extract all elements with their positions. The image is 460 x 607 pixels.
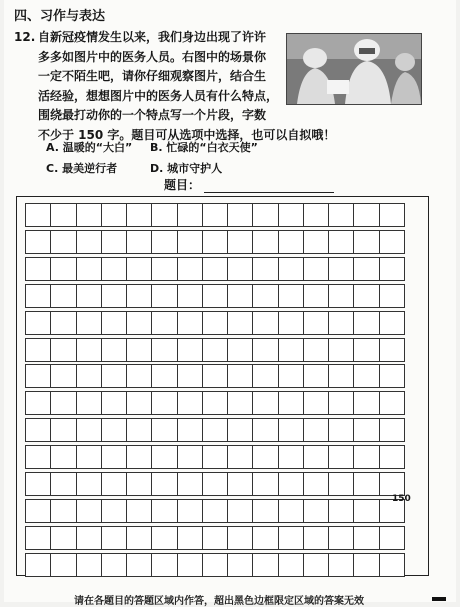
grid-cell[interactable]	[353, 364, 379, 388]
grid-cell[interactable]	[328, 311, 354, 335]
grid-cell[interactable]	[379, 311, 405, 335]
grid-cell[interactable]	[76, 311, 102, 335]
title-options	[46, 136, 258, 178]
grid-cell[interactable]	[151, 418, 177, 442]
grid-cell[interactable]	[101, 391, 127, 415]
grid-cell[interactable]	[126, 526, 152, 550]
grid-cell[interactable]	[379, 472, 405, 496]
prompt-line: 一定不陌生吧，请你仔细观察图片，结合生	[38, 69, 267, 83]
grid-cell[interactable]	[76, 418, 102, 442]
grid-cell[interactable]	[278, 338, 304, 362]
grid-cell[interactable]	[303, 553, 329, 577]
grid-row	[25, 472, 419, 496]
grid-cell[interactable]	[50, 472, 76, 496]
option-d: D. 城市守护人	[150, 161, 223, 175]
grid-row	[25, 203, 419, 227]
prompt-line: 活经验，想想图片中的医务人员有什么特点，	[38, 88, 279, 103]
grid-row	[25, 284, 419, 308]
grid-cell[interactable]	[353, 526, 379, 550]
grid-cell[interactable]	[202, 418, 228, 442]
grid-cell[interactable]	[101, 445, 127, 469]
grid-cell[interactable]	[303, 364, 329, 388]
title-blank[interactable]	[204, 178, 334, 193]
writing-grid	[16, 196, 429, 576]
grid-cell[interactable]	[151, 526, 177, 550]
prompt-line: 自新冠疫情发生以来，我们身边出现了许许	[38, 30, 267, 44]
grid-cell[interactable]	[151, 364, 177, 388]
footer-notice: 请在各题目的答题区域内作答，超出黑色边框限定区域的答案无效	[74, 596, 364, 607]
grid-cell[interactable]	[379, 364, 405, 388]
grid-cell[interactable]	[227, 418, 253, 442]
grid-cell[interactable]	[328, 284, 354, 308]
grid-cell[interactable]	[227, 230, 253, 254]
grid-row	[25, 418, 419, 442]
grid-cell[interactable]	[151, 338, 177, 362]
grid-cell[interactable]	[76, 472, 102, 496]
grid-cell[interactable]	[252, 257, 278, 281]
grid-cell[interactable]	[126, 284, 152, 308]
grid-cell[interactable]	[328, 418, 354, 442]
grid-cell[interactable]	[328, 230, 354, 254]
grid-cell[interactable]	[126, 311, 152, 335]
grid-cell[interactable]	[379, 391, 405, 415]
grid-cell[interactable]	[101, 472, 127, 496]
grid-cell[interactable]	[353, 311, 379, 335]
grid-cell[interactable]	[379, 203, 405, 227]
grid-cell[interactable]	[25, 526, 51, 550]
grid-row	[25, 364, 419, 388]
grid-cell[interactable]	[177, 391, 203, 415]
grid-cell[interactable]	[151, 284, 177, 308]
grid-cell[interactable]	[177, 418, 203, 442]
grid-cell[interactable]	[101, 553, 127, 577]
grid-cell[interactable]	[252, 526, 278, 550]
grid-cell[interactable]	[278, 230, 304, 254]
grid-row	[25, 553, 419, 577]
grid-cell[interactable]	[227, 391, 253, 415]
grid-cell[interactable]	[177, 230, 203, 254]
grid-cell[interactable]	[328, 338, 354, 362]
grid-cell[interactable]	[227, 284, 253, 308]
grid-cell[interactable]	[252, 499, 278, 523]
grid-cell[interactable]	[76, 230, 102, 254]
grid-row	[25, 445, 419, 469]
grid-cell[interactable]	[278, 553, 304, 577]
grid-cell[interactable]	[177, 526, 203, 550]
grid-cell[interactable]	[25, 364, 51, 388]
title-label: 题目：	[164, 178, 201, 192]
grid-cell[interactable]	[303, 203, 329, 227]
worksheet-page	[4, 0, 456, 607]
grid-cell[interactable]	[227, 203, 253, 227]
grid-cell[interactable]	[353, 445, 379, 469]
grid-cell[interactable]	[278, 418, 304, 442]
grid-cell[interactable]	[50, 499, 76, 523]
grid-cell[interactable]	[126, 553, 152, 577]
grid-cell[interactable]	[379, 257, 405, 281]
grid-cell[interactable]	[328, 364, 354, 388]
grid-cell[interactable]	[50, 418, 76, 442]
grid-cell[interactable]	[25, 499, 51, 523]
grid-cell[interactable]	[76, 391, 102, 415]
grid-row	[25, 230, 419, 254]
grid-cell[interactable]	[278, 445, 304, 469]
grid-cell[interactable]	[151, 203, 177, 227]
grid-cell[interactable]	[126, 338, 152, 362]
grid-cell[interactable]	[50, 526, 76, 550]
grid-cell[interactable]	[126, 445, 152, 469]
grid-cell[interactable]	[25, 418, 51, 442]
grid-cell[interactable]	[50, 391, 76, 415]
grid-cell[interactable]	[202, 311, 228, 335]
grid-cell[interactable]	[101, 257, 127, 281]
grid-cell[interactable]	[303, 284, 329, 308]
grid-cell[interactable]	[202, 284, 228, 308]
grid-cell[interactable]	[328, 553, 354, 577]
grid-cell[interactable]	[252, 472, 278, 496]
grid-cell[interactable]	[353, 284, 379, 308]
grid-cell[interactable]	[379, 230, 405, 254]
grid-cell[interactable]	[101, 418, 127, 442]
grid-cell[interactable]	[353, 391, 379, 415]
grid-cell[interactable]	[353, 338, 379, 362]
grid-cell[interactable]	[278, 257, 304, 281]
grid-cell[interactable]	[328, 499, 354, 523]
grid-cell[interactable]	[202, 499, 228, 523]
grid-row	[25, 338, 419, 362]
grid-cell[interactable]	[76, 553, 102, 577]
grid-cell[interactable]	[151, 257, 177, 281]
grid-cell[interactable]	[328, 391, 354, 415]
grid-cell[interactable]	[76, 364, 102, 388]
grid-cell[interactable]	[379, 445, 405, 469]
grid-cell[interactable]	[50, 445, 76, 469]
grid-cell[interactable]	[202, 203, 228, 227]
grid-cell[interactable]	[379, 338, 405, 362]
grid-cell[interactable]	[177, 311, 203, 335]
grid-row	[25, 311, 419, 335]
grid-cell[interactable]	[101, 230, 127, 254]
grid-cell[interactable]	[25, 553, 51, 577]
grid-cell[interactable]	[303, 338, 329, 362]
grid-cell[interactable]	[25, 284, 51, 308]
grid-cell[interactable]	[126, 499, 152, 523]
grid-cell[interactable]	[101, 284, 127, 308]
grid-cell[interactable]	[303, 499, 329, 523]
grid-cell[interactable]	[177, 499, 203, 523]
grid-cell[interactable]	[303, 445, 329, 469]
grid-cell[interactable]	[126, 364, 152, 388]
grid-cell[interactable]	[101, 338, 127, 362]
grid-cell[interactable]	[328, 203, 354, 227]
grid-cell[interactable]	[252, 311, 278, 335]
grid-cell[interactable]	[252, 445, 278, 469]
grid-row	[25, 257, 419, 281]
grid-cell[interactable]	[25, 203, 51, 227]
grid-cell[interactable]	[303, 472, 329, 496]
grid-cell[interactable]	[252, 284, 278, 308]
grid-cell[interactable]	[50, 553, 76, 577]
grid-cell[interactable]	[278, 203, 304, 227]
grid-cell[interactable]	[278, 472, 304, 496]
grid-cell[interactable]	[76, 284, 102, 308]
grid-cell[interactable]	[177, 364, 203, 388]
grid-cell[interactable]	[202, 364, 228, 388]
grid-cell[interactable]	[252, 230, 278, 254]
grid-cell[interactable]	[126, 203, 152, 227]
grid-cell[interactable]	[177, 257, 203, 281]
grid-cell[interactable]	[50, 257, 76, 281]
grid-cell[interactable]	[151, 499, 177, 523]
grid-cell[interactable]	[227, 257, 253, 281]
option-c: C. 最美逆行者	[46, 161, 118, 175]
grid-cell[interactable]	[353, 257, 379, 281]
medical-staff-photo	[286, 33, 422, 105]
grid-cell[interactable]	[303, 257, 329, 281]
grid-cell[interactable]	[126, 472, 152, 496]
grid-cell[interactable]	[177, 203, 203, 227]
option-a: A. 温暖的“大白”	[46, 140, 133, 154]
prompt-line: 围绕最打动你的一个特点写一个片段，字数	[38, 108, 267, 122]
grid-cell[interactable]	[151, 311, 177, 335]
question-number: 12.	[14, 30, 36, 44]
grid-cell[interactable]	[353, 230, 379, 254]
grid-cell[interactable]	[202, 230, 228, 254]
grid-cell[interactable]	[76, 338, 102, 362]
grid-cell[interactable]	[151, 230, 177, 254]
grid-cell[interactable]	[278, 391, 304, 415]
grid-cell[interactable]	[76, 203, 102, 227]
grid-cell[interactable]	[177, 445, 203, 469]
grid-cell[interactable]	[25, 257, 51, 281]
grid-row	[25, 391, 419, 415]
grid-cell[interactable]	[126, 257, 152, 281]
grid-cell[interactable]	[379, 553, 405, 577]
grid-cell[interactable]	[101, 203, 127, 227]
grid-cell[interactable]	[126, 391, 152, 415]
grid-cell[interactable]	[303, 230, 329, 254]
grid-cell[interactable]	[278, 311, 304, 335]
grid-cell[interactable]	[328, 472, 354, 496]
grid-cell[interactable]	[278, 526, 304, 550]
grid-cell[interactable]	[353, 472, 379, 496]
grid-cell[interactable]	[101, 526, 127, 550]
grid-cell[interactable]	[50, 203, 76, 227]
grid-cell[interactable]	[177, 472, 203, 496]
corner-mark	[432, 597, 446, 601]
grid-cell[interactable]	[379, 526, 405, 550]
grid-cell[interactable]	[50, 338, 76, 362]
grid-cell[interactable]	[177, 338, 203, 362]
grid-cell[interactable]	[278, 499, 304, 523]
grid-cell[interactable]	[227, 553, 253, 577]
grid-cell[interactable]	[202, 526, 228, 550]
grid-cell[interactable]	[353, 553, 379, 577]
grid-cell[interactable]	[252, 203, 278, 227]
prompt-line: 不少于 150 字。题目可从选项中选择，也可以自拟哦！	[38, 127, 336, 142]
grid-cell[interactable]	[227, 472, 253, 496]
grid-cell[interactable]	[353, 499, 379, 523]
grid-cell[interactable]	[303, 311, 329, 335]
grid-cell[interactable]	[353, 203, 379, 227]
section-title: 四、习作与表达	[14, 9, 106, 24]
grid-cell[interactable]	[126, 230, 152, 254]
grid-cell[interactable]	[252, 364, 278, 388]
grid-cell[interactable]	[227, 338, 253, 362]
grid-cell[interactable]	[126, 418, 152, 442]
grid-cell[interactable]	[202, 391, 228, 415]
grid-cell[interactable]	[379, 418, 405, 442]
grid-cell[interactable]	[177, 553, 203, 577]
grid-cell[interactable]	[202, 445, 228, 469]
grid-cell[interactable]	[25, 230, 51, 254]
grid-cell[interactable]	[252, 391, 278, 415]
grid-cell[interactable]	[101, 311, 127, 335]
grid-cell[interactable]	[303, 391, 329, 415]
question-prompt	[38, 28, 336, 145]
grid-cell[interactable]	[278, 364, 304, 388]
grid-cell[interactable]	[202, 472, 228, 496]
grid-cell[interactable]	[50, 284, 76, 308]
grid-cell[interactable]	[227, 311, 253, 335]
grid-cell[interactable]	[50, 230, 76, 254]
grid-cell[interactable]	[25, 445, 51, 469]
grid-cell[interactable]	[328, 257, 354, 281]
grid-row	[25, 499, 419, 523]
grid-cell[interactable]	[76, 257, 102, 281]
grid-cell[interactable]	[202, 338, 228, 362]
grid-cell[interactable]	[379, 284, 405, 308]
grid-cell[interactable]	[227, 445, 253, 469]
grid-cell[interactable]	[151, 472, 177, 496]
grid-cell[interactable]	[25, 311, 51, 335]
grid-cell[interactable]	[76, 499, 102, 523]
grid-cell[interactable]	[202, 553, 228, 577]
grid-cell[interactable]	[76, 526, 102, 550]
grid-cell[interactable]	[227, 526, 253, 550]
title-field	[164, 176, 334, 193]
grid-cell[interactable]	[202, 257, 228, 281]
grid-cell[interactable]	[50, 364, 76, 388]
word-count-mark: 150	[392, 494, 411, 504]
grid-cell[interactable]	[303, 418, 329, 442]
grid-cell[interactable]	[227, 364, 253, 388]
grid-cell[interactable]	[227, 499, 253, 523]
grid-cell[interactable]	[252, 418, 278, 442]
option-b: B. 忙碌的“白衣天使”	[150, 140, 258, 154]
grid-cell[interactable]	[101, 364, 127, 388]
grid-cell[interactable]	[50, 311, 76, 335]
grid-cell[interactable]	[25, 472, 51, 496]
grid-cell[interactable]	[101, 499, 127, 523]
grid-cell[interactable]	[151, 445, 177, 469]
grid-cell[interactable]	[177, 284, 203, 308]
grid-cell[interactable]	[25, 338, 51, 362]
grid-cell[interactable]	[252, 553, 278, 577]
grid-cell[interactable]	[303, 526, 329, 550]
grid-cell[interactable]	[76, 445, 102, 469]
grid-cell[interactable]	[278, 284, 304, 308]
prompt-line: 多多如图片中的医务人员。右图中的场景你	[38, 49, 267, 64]
grid-cell[interactable]	[328, 445, 354, 469]
grid-cell[interactable]	[328, 526, 354, 550]
grid-row	[25, 526, 419, 550]
grid-cell[interactable]	[151, 553, 177, 577]
grid-cell[interactable]	[353, 418, 379, 442]
grid-cell[interactable]	[25, 391, 51, 415]
grid-cell[interactable]	[252, 338, 278, 362]
grid-cell[interactable]	[151, 391, 177, 415]
